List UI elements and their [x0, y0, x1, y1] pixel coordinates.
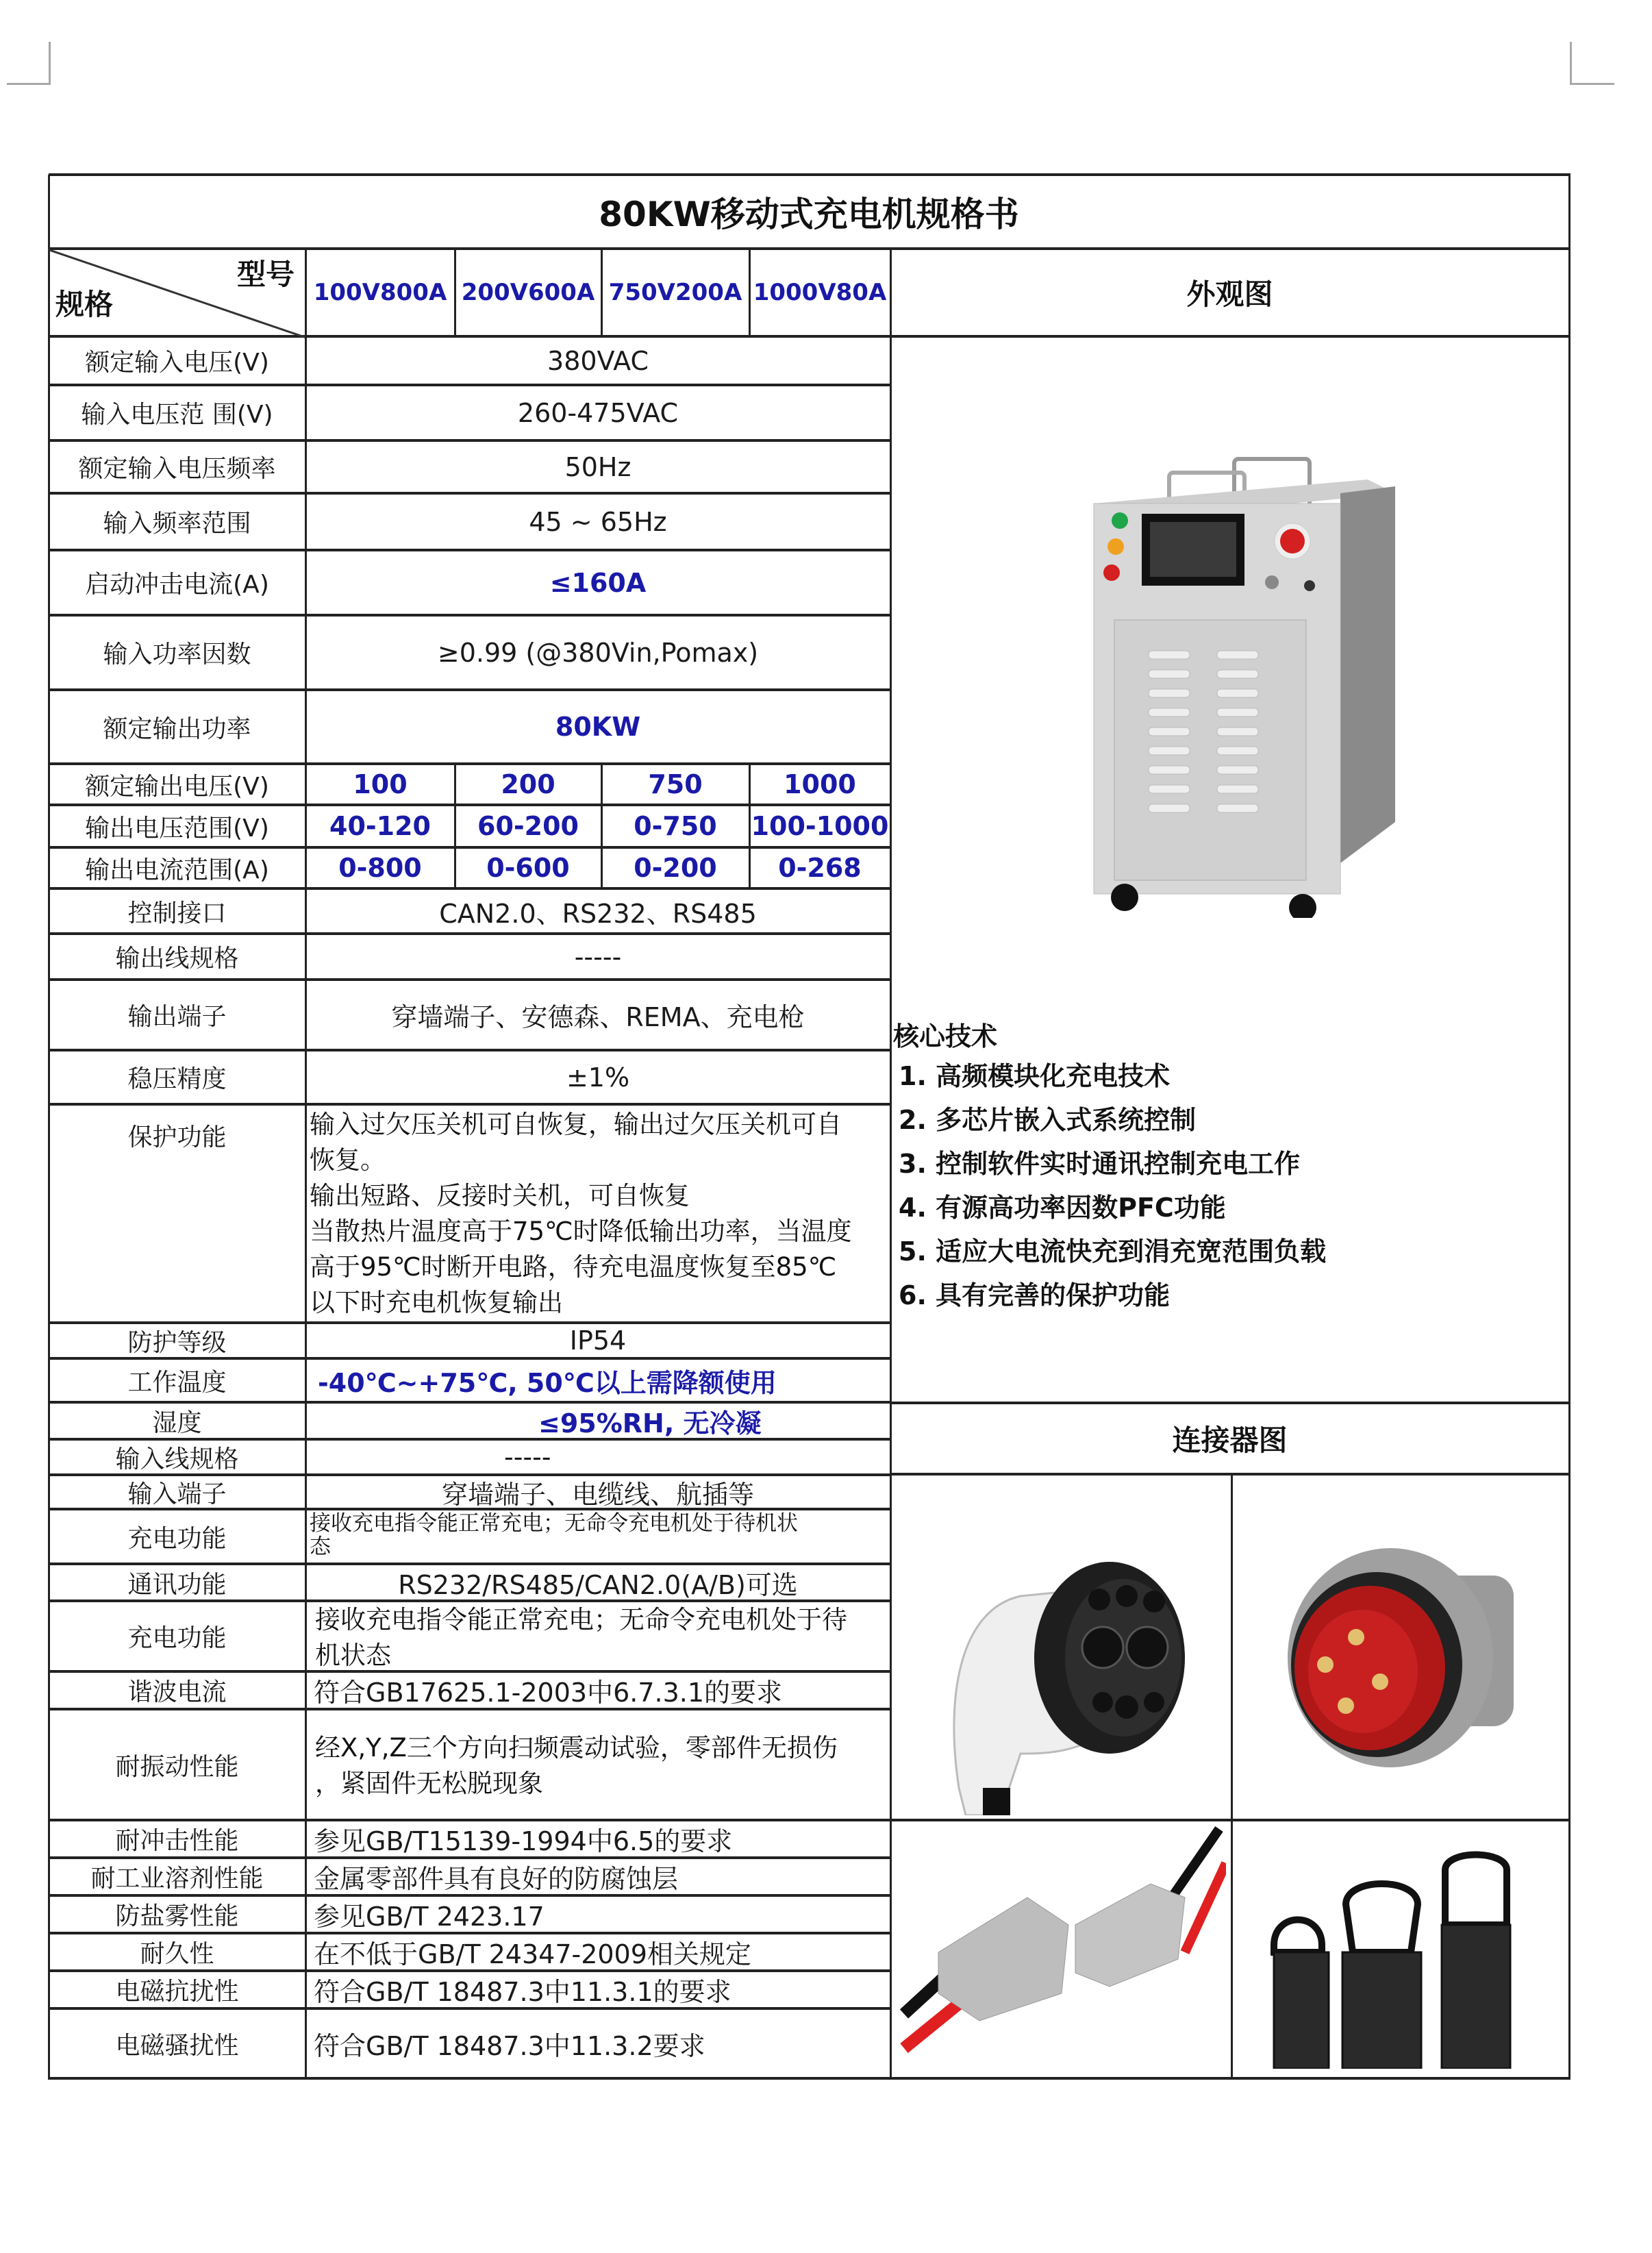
spec-value-per-model: 0-750 [634, 811, 717, 841]
spec-value: 符合GB/T 18487.3中11.3.2要求 [314, 2030, 705, 2061]
page-title: 80KW移动式充电机规格书 [599, 195, 1019, 234]
spec-value-line: 机状态 [315, 1640, 391, 1670]
core-tech-item: 5. 适应大电流快充到涓充宽范围负载 [899, 1236, 1327, 1267]
spec-value-line: ，紧固件无松脱现象 [315, 1769, 543, 1798]
spec-label: 耐久性 [140, 1940, 214, 1968]
spec-label: 额定输出电压(V) [85, 772, 269, 801]
spec-value: 参见GB/T 2423.17 [314, 1902, 545, 1932]
spec-value-per-model: 0-268 [778, 853, 862, 883]
spec-label: 耐工业溶剂性能 [90, 1865, 264, 1893]
crop-mark-top-left [7, 42, 51, 85]
corner-label-model: 型号 [237, 258, 295, 291]
core-tech-item: 6. 具有完善的保护功能 [899, 1280, 1171, 1310]
connector-header: 连接器图 [1172, 1423, 1288, 1457]
spec-value-per-model: 100 [353, 769, 408, 799]
spec-value-per-model: 0-600 [486, 853, 570, 883]
spec-label: 额定输入电压频率 [78, 455, 276, 483]
spec-value-per-model: 60-200 [477, 811, 579, 841]
spec-label: 输入端子 [127, 1480, 227, 1508]
spec-value: 50Hz [564, 451, 631, 482]
charging-gun-icon [918, 1528, 1212, 1815]
corner-label-spec: 规格 [55, 288, 114, 321]
spec-value-per-model: 100-1000 [751, 811, 889, 841]
spec-label: 谐波电流 [127, 1678, 227, 1706]
connector-image-industrial-plug [1253, 1534, 1541, 1795]
spec-value-per-model: 40-120 [329, 811, 431, 841]
spec-label: 耐振动性能 [115, 1752, 239, 1781]
rema-connector-icon [1247, 1850, 1562, 2069]
spec-label: 输出线规格 [115, 945, 239, 973]
spec-value-per-model: 750 [648, 769, 703, 799]
spec-label: 充电功能 [127, 1624, 227, 1652]
spec-value: 80KW [555, 712, 641, 742]
spec-label: 额定输入电压(V) [85, 349, 269, 377]
spec-value: CAN2.0、RS232、RS485 [439, 898, 757, 929]
core-tech-item: 2. 多芯片嵌入式系统控制 [899, 1105, 1197, 1135]
core-tech-item: 3. 控制软件实时通讯控制充电工作 [899, 1149, 1301, 1179]
charger-cabinet-image [1066, 438, 1409, 918]
spec-label: 输入功率因数 [103, 640, 251, 669]
spec-value: 在不低于GB/T 24347-2009相关规定 [314, 1939, 751, 1969]
spec-value-per-model: 1000 [784, 769, 856, 799]
spec-value-line: 接收充电指令能正常充电；无命令充电机处于待 [315, 1604, 847, 1634]
spec-value: ±1% [566, 1062, 630, 1093]
spec-value-line: 输出短路、反接时关机，可自恢复 [310, 1181, 690, 1210]
table-rule-horizontal [890, 1819, 1570, 1821]
spec-value: 380VAC [547, 345, 649, 376]
anderson-connector-icon [897, 1822, 1226, 2076]
table-rule-vertical [1568, 175, 1570, 2080]
spec-value-line: 输入过欠压关机可自恢复，输出过欠压关机可自 [310, 1110, 842, 1139]
spec-value: ≤95%RH, 无冷凝 [538, 1408, 762, 1439]
model-column-header: 1000V80A [753, 279, 887, 306]
connector-image-rema [1247, 1850, 1562, 2069]
core-tech-item: 4. 有源高功率因数PFC功能 [899, 1193, 1226, 1223]
spec-label: 充电功能 [127, 1524, 227, 1553]
spec-value-multiline [307, 1104, 889, 1323]
spec-value: 260-475VAC [517, 397, 679, 428]
spec-label: 输出电流范围(A) [85, 856, 269, 884]
appearance-image [1066, 438, 1409, 918]
spec-value: 符合GB17625.1-2003中6.7.3.1的要求 [314, 1678, 783, 1708]
spec-value: 穿墙端子、电缆线、航插等 [441, 1479, 754, 1510]
spec-value-line: 经X,Y,Z三个方向扫频震动试验，零部件无损伤 [315, 1733, 838, 1763]
spec-value-line: 高于95℃时断开电路，待充电温度恢复至85℃ [310, 1252, 837, 1282]
spec-value-multiline [307, 1601, 889, 1671]
connector-image-anderson [897, 1822, 1226, 2076]
spec-label: 输入频率范围 [103, 510, 251, 538]
spec-value: 45 ~ 65Hz [529, 506, 667, 537]
spec-label: 额定输出功率 [103, 714, 251, 743]
spec-value-multiline [307, 1509, 889, 1564]
spec-value-line: 态 [310, 1534, 331, 1559]
spec-label: 电磁抗扰性 [115, 1978, 239, 2006]
model-column-header: 200V600A [461, 279, 595, 306]
spec-label: 保护功能 [127, 1123, 227, 1152]
spec-value: IP54 [569, 1325, 627, 1356]
spec-value: 穿墙端子、安德森、REMA、充电枪 [391, 1002, 805, 1032]
model-column-header: 100V800A [313, 279, 447, 306]
core-tech-item: 1. 高频模块化充电技术 [899, 1061, 1171, 1091]
industrial-plug-icon [1253, 1534, 1541, 1795]
spec-value-per-model: 0-200 [634, 853, 717, 883]
spec-label: 通讯功能 [127, 1570, 227, 1599]
spec-value: RS232/RS485/CAN2.0(A/B)可选 [398, 1569, 798, 1600]
spec-value: -40℃~+75℃, 50℃以上需降额使用 [318, 1367, 777, 1398]
spec-label: 稳压精度 [127, 1065, 227, 1093]
spec-label: 防护等级 [127, 1328, 227, 1357]
table-rule-vertical [1231, 1474, 1233, 2080]
spec-value-per-model: 200 [501, 769, 555, 799]
crop-mark-top-right [1570, 42, 1614, 85]
spec-value-line: 恢复。 [310, 1145, 386, 1175]
spec-label: 输出端子 [127, 1003, 227, 1031]
appearance-header: 外观图 [1186, 277, 1273, 311]
spec-label: 电磁骚扰性 [115, 2031, 239, 2060]
spec-label: 湿度 [152, 1408, 202, 1437]
spec-label: 防盐雾性能 [115, 1902, 239, 1930]
spec-value: ≤160A [549, 567, 647, 598]
spec-label: 启动冲击电流(A) [85, 571, 269, 599]
spec-label: 输出电压范围(V) [85, 814, 269, 843]
spec-value-line: 以下时充电机恢复输出 [310, 1288, 563, 1317]
spec-value: 参见GB/T15139-1994中6.5的要求 [314, 1826, 733, 1856]
spec-value-per-model: 0-800 [338, 853, 422, 883]
spec-value: ----- [574, 941, 622, 972]
spec-label: 工作温度 [127, 1368, 227, 1397]
spec-value-line: 接收充电指令能正常充电；无命令充电机处于待机状 [310, 1511, 798, 1536]
spec-value: 金属零部件具有良好的防腐蚀层 [314, 1864, 679, 1894]
spec-label: 输入线规格 [115, 1445, 239, 1473]
model-column-header: 750V200A [608, 279, 742, 306]
spec-label: 耐冲击性能 [115, 1827, 239, 1855]
spec-value: 符合GB/T 18487.3中11.3.1的要求 [314, 1977, 731, 2007]
spec-label: 控制接口 [127, 899, 227, 928]
core-tech-title: 核心技术 [893, 1021, 998, 1051]
spec-value: ≥0.99 (@380Vin,Pomax) [437, 637, 759, 668]
spec-label: 输入电压范 围(V) [81, 401, 273, 429]
spec-value: ----- [504, 1442, 551, 1472]
spec-value-multiline [307, 1709, 889, 1820]
connector-image-charging-gun [918, 1528, 1212, 1815]
spec-value-line: 当散热片温度高于75℃时降低输出功率，当温度 [310, 1217, 852, 1246]
